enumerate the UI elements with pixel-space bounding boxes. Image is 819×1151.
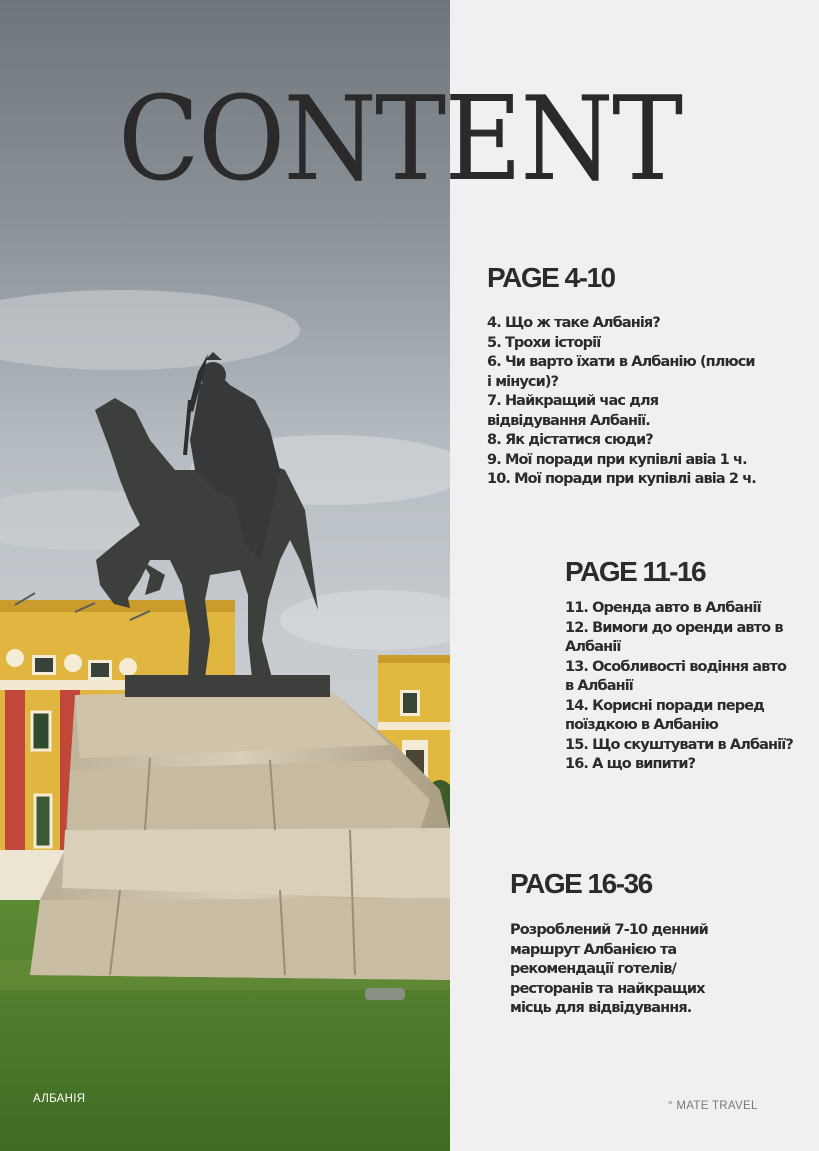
section-heading-page-4-10: PAGE 4-10 — [487, 262, 615, 293]
list-item: 4. Що ж таке Албанія? — [487, 315, 660, 331]
list-item: 12. Вимоги до оренди авто в — [565, 619, 783, 636]
list-item: 7. Найкращий час для — [487, 393, 659, 409]
text-line: маршрут Албанією та — [510, 941, 677, 958]
list-item: відвідування Албанії. — [487, 412, 650, 429]
list-item: Албанії — [565, 639, 621, 655]
list-item: 9. Мої поради при купівлі авіа 1 ч. — [487, 451, 747, 468]
list-item: 5. Трохи історії — [487, 334, 601, 351]
list-item: 14. Корисні поради перед — [565, 697, 764, 714]
brand-credit: ° MATE TRAVEL — [668, 1100, 758, 1112]
list-item: 11. Оренда авто в Албанії — [565, 600, 761, 616]
list-item: в Албанії — [565, 678, 633, 694]
section-heading-page-16-36: PAGE 16-36 — [510, 868, 652, 899]
list-item: 15. Що скуштувати в Албанії? — [565, 736, 793, 753]
location-caption: АЛБАНІЯ — [33, 1093, 86, 1105]
text-line: рекомендації готелів/ — [510, 961, 676, 977]
list-item: поїздкою в Албанію — [565, 717, 718, 733]
list-item: 10. Мої поради при купівлі авіа 2 ч. — [487, 471, 756, 487]
list-item: 8. Як дістатися сюди? — [487, 432, 653, 448]
section-description-page-16-36 — [510, 921, 770, 1019]
list-item: і мінуси)? — [487, 373, 559, 390]
text-line: місць для відвідування. — [510, 1000, 692, 1016]
page-title: CONTENT — [118, 72, 682, 207]
section-list-page-4-10 — [487, 314, 787, 490]
list-item: 6. Чи варто їхати в Албанію (плюси — [487, 354, 755, 370]
section-list-page-11-16 — [565, 599, 815, 775]
list-item: 13. Особливості водіння авто — [565, 658, 787, 675]
text-line: ресторанів та найкращих — [510, 980, 705, 997]
section-heading-page-11-16: PAGE 11-16 — [565, 556, 706, 587]
text-line: Розроблений 7-10 денний — [510, 922, 708, 938]
list-item: 16. А що випити? — [565, 756, 696, 772]
